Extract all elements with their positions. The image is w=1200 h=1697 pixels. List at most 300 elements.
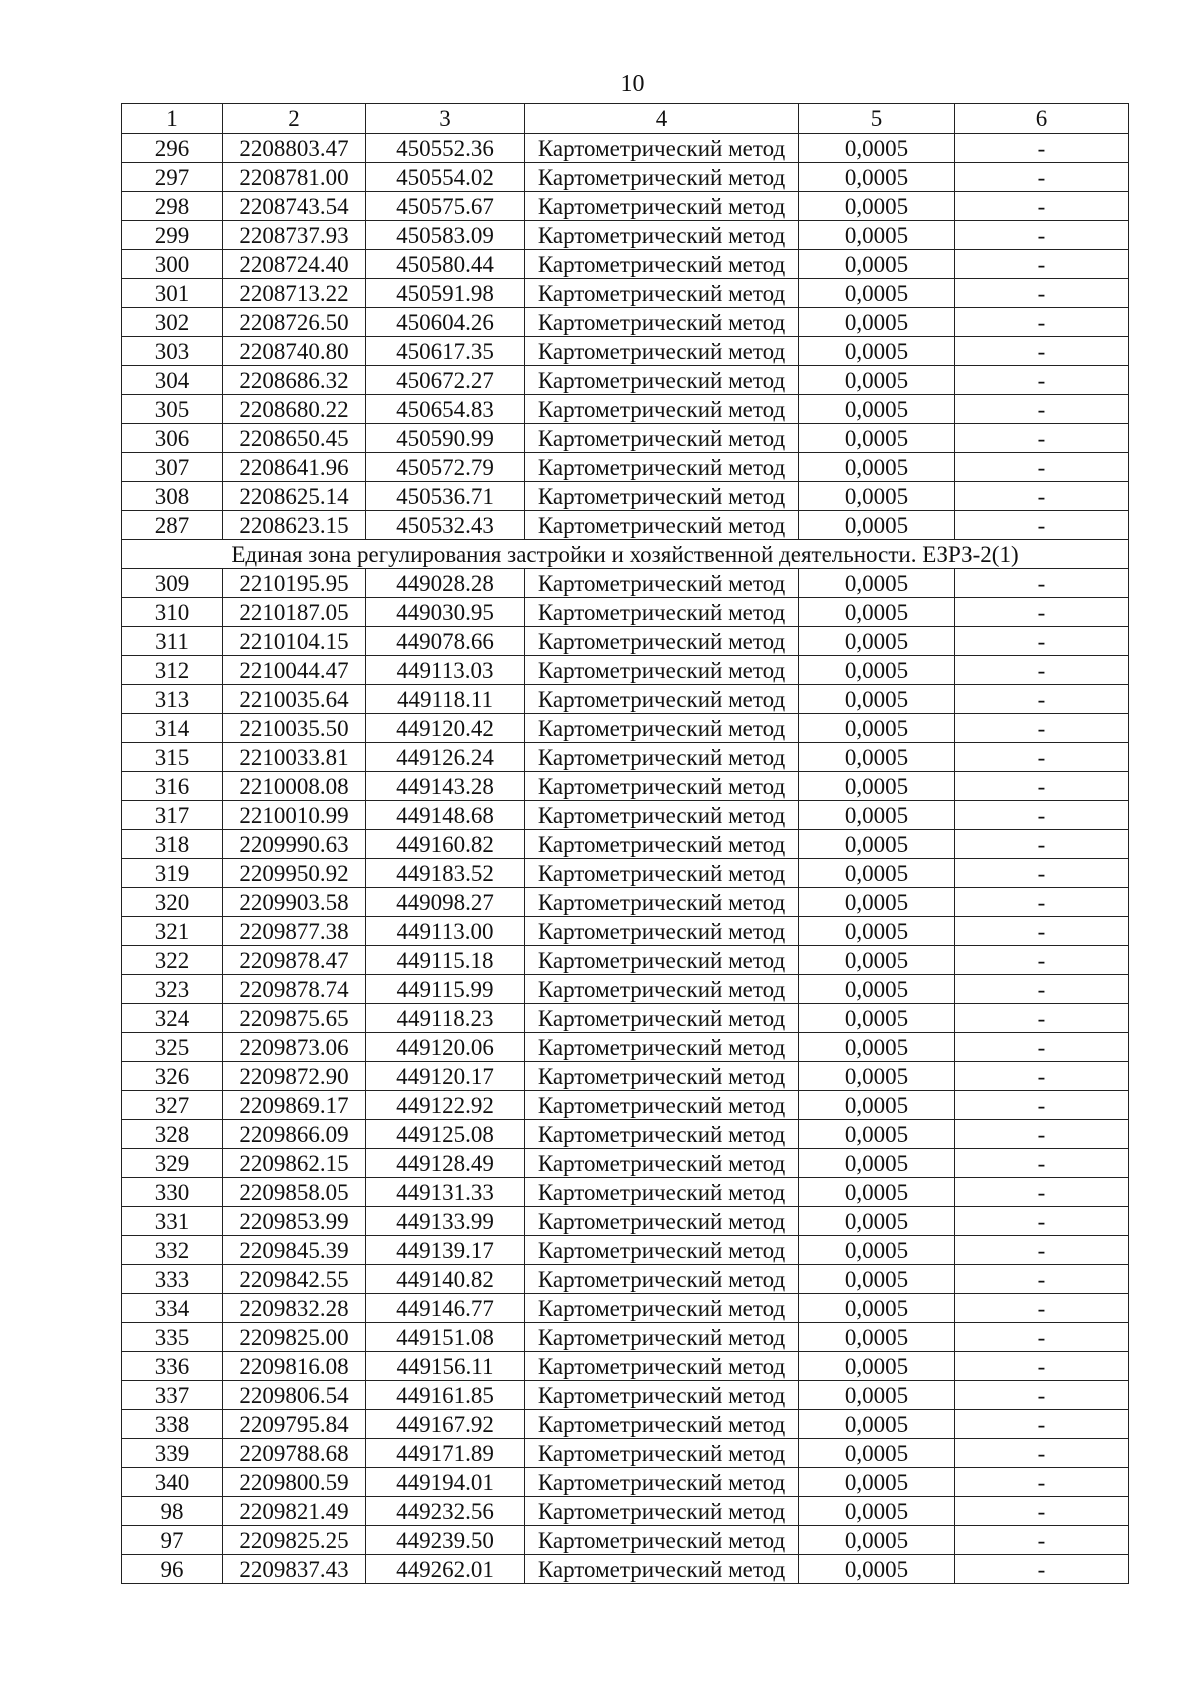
method-cell: Картометрический метод — [525, 743, 799, 772]
x-coordinate-cell: 2209877.38 — [223, 917, 366, 946]
point-number-cell: 304 — [122, 366, 223, 395]
x-coordinate-cell: 2208650.45 — [223, 424, 366, 453]
point-number-cell: 322 — [122, 946, 223, 975]
accuracy-cell: 0,0005 — [799, 801, 955, 830]
table-row — [122, 830, 1129, 859]
point-number-cell: 317 — [122, 801, 223, 830]
point-number-cell: 296 — [122, 134, 223, 163]
method-cell: Картометрический метод — [525, 395, 799, 424]
point-number-cell: 287 — [122, 511, 223, 540]
note-cell: - — [955, 279, 1129, 308]
accuracy-cell: 0,0005 — [799, 1439, 955, 1468]
x-coordinate-cell: 2209862.15 — [223, 1149, 366, 1178]
x-coordinate-cell: 2209950.92 — [223, 859, 366, 888]
table-body — [122, 134, 1129, 1584]
point-number-cell: 334 — [122, 1294, 223, 1323]
table-row — [122, 1004, 1129, 1033]
accuracy-cell: 0,0005 — [799, 1033, 955, 1062]
point-number-cell: 303 — [122, 337, 223, 366]
accuracy-cell: 0,0005 — [799, 685, 955, 714]
note-cell: - — [955, 627, 1129, 656]
x-coordinate-cell: 2208625.14 — [223, 482, 366, 511]
accuracy-cell: 0,0005 — [799, 1178, 955, 1207]
method-cell: Картометрический метод — [525, 482, 799, 511]
table-row — [122, 424, 1129, 453]
point-number-cell: 327 — [122, 1091, 223, 1120]
y-coordinate-cell: 450536.71 — [366, 482, 525, 511]
accuracy-cell: 0,0005 — [799, 1294, 955, 1323]
point-number-cell: 329 — [122, 1149, 223, 1178]
note-cell: - — [955, 656, 1129, 685]
accuracy-cell: 0,0005 — [799, 482, 955, 511]
y-coordinate-cell: 449194.01 — [366, 1468, 525, 1497]
point-number-cell: 307 — [122, 453, 223, 482]
table-row — [122, 163, 1129, 192]
note-cell: - — [955, 888, 1129, 917]
table-row — [122, 1265, 1129, 1294]
table-row — [122, 192, 1129, 221]
note-cell: - — [955, 453, 1129, 482]
y-coordinate-cell: 449151.08 — [366, 1323, 525, 1352]
accuracy-cell: 0,0005 — [799, 627, 955, 656]
table-row — [122, 308, 1129, 337]
x-coordinate-cell: 2209816.08 — [223, 1352, 366, 1381]
y-coordinate-cell: 449232.56 — [366, 1497, 525, 1526]
note-cell: - — [955, 1294, 1129, 1323]
y-coordinate-cell: 450554.02 — [366, 163, 525, 192]
point-number-cell: 315 — [122, 743, 223, 772]
note-cell: - — [955, 1352, 1129, 1381]
table-header-row — [122, 104, 1129, 134]
point-number-cell: 97 — [122, 1526, 223, 1555]
method-cell: Картометрический метод — [525, 714, 799, 743]
note-cell: - — [955, 830, 1129, 859]
point-number-cell: 316 — [122, 772, 223, 801]
table-row — [122, 395, 1129, 424]
method-cell: Картометрический метод — [525, 1497, 799, 1526]
column-header: 6 — [955, 104, 1129, 134]
note-cell: - — [955, 917, 1129, 946]
table-row — [122, 1207, 1129, 1236]
point-number-cell: 314 — [122, 714, 223, 743]
point-number-cell: 330 — [122, 1178, 223, 1207]
method-cell: Картометрический метод — [525, 685, 799, 714]
y-coordinate-cell: 449131.33 — [366, 1178, 525, 1207]
table-row — [122, 511, 1129, 540]
note-cell: - — [955, 250, 1129, 279]
accuracy-cell: 0,0005 — [799, 453, 955, 482]
note-cell: - — [955, 1265, 1129, 1294]
y-coordinate-cell: 449161.85 — [366, 1381, 525, 1410]
column-header: 2 — [223, 104, 366, 134]
point-number-cell: 301 — [122, 279, 223, 308]
point-number-cell: 313 — [122, 685, 223, 714]
table-row — [122, 627, 1129, 656]
x-coordinate-cell: 2210008.08 — [223, 772, 366, 801]
page-number: 10 — [620, 71, 645, 97]
point-number-cell: 306 — [122, 424, 223, 453]
point-number-cell: 328 — [122, 1120, 223, 1149]
point-number-cell: 309 — [122, 569, 223, 598]
y-coordinate-cell: 449113.03 — [366, 656, 525, 685]
x-coordinate-cell: 2209990.63 — [223, 830, 366, 859]
table-row — [122, 1149, 1129, 1178]
point-number-cell: 305 — [122, 395, 223, 424]
note-cell: - — [955, 1120, 1129, 1149]
x-coordinate-cell: 2209837.43 — [223, 1555, 366, 1584]
x-coordinate-cell: 2209842.55 — [223, 1265, 366, 1294]
method-cell: Картометрический метод — [525, 308, 799, 337]
method-cell: Картометрический метод — [525, 1149, 799, 1178]
table-row — [122, 366, 1129, 395]
x-coordinate-cell: 2209878.74 — [223, 975, 366, 1004]
point-number-cell: 335 — [122, 1323, 223, 1352]
note-cell: - — [955, 1381, 1129, 1410]
method-cell: Картометрический метод — [525, 337, 799, 366]
method-cell: Картометрический метод — [525, 627, 799, 656]
point-number-cell: 336 — [122, 1352, 223, 1381]
accuracy-cell: 0,0005 — [799, 192, 955, 221]
accuracy-cell: 0,0005 — [799, 1091, 955, 1120]
note-cell: - — [955, 192, 1129, 221]
accuracy-cell: 0,0005 — [799, 830, 955, 859]
y-coordinate-cell: 449156.11 — [366, 1352, 525, 1381]
method-cell: Картометрический метод — [525, 1526, 799, 1555]
accuracy-cell: 0,0005 — [799, 743, 955, 772]
x-coordinate-cell: 2208680.22 — [223, 395, 366, 424]
method-cell: Картометрический метод — [525, 192, 799, 221]
x-coordinate-cell: 2209858.05 — [223, 1178, 366, 1207]
method-cell: Картометрический метод — [525, 279, 799, 308]
y-coordinate-cell: 450583.09 — [366, 221, 525, 250]
point-number-cell: 333 — [122, 1265, 223, 1294]
note-cell: - — [955, 424, 1129, 453]
x-coordinate-cell: 2209788.68 — [223, 1439, 366, 1468]
accuracy-cell: 0,0005 — [799, 975, 955, 1004]
accuracy-cell: 0,0005 — [799, 163, 955, 192]
accuracy-cell: 0,0005 — [799, 1149, 955, 1178]
accuracy-cell: 0,0005 — [799, 714, 955, 743]
method-cell: Картометрический метод — [525, 1439, 799, 1468]
note-cell: - — [955, 1149, 1129, 1178]
table-row — [122, 221, 1129, 250]
table-row — [122, 743, 1129, 772]
y-coordinate-cell: 449030.95 — [366, 598, 525, 627]
table-row — [122, 279, 1129, 308]
method-cell: Картометрический метод — [525, 569, 799, 598]
method-cell: Картометрический метод — [525, 859, 799, 888]
table-row — [122, 1468, 1129, 1497]
x-coordinate-cell: 2209873.06 — [223, 1033, 366, 1062]
point-number-cell: 339 — [122, 1439, 223, 1468]
y-coordinate-cell: 449143.28 — [366, 772, 525, 801]
y-coordinate-cell: 449115.18 — [366, 946, 525, 975]
accuracy-cell: 0,0005 — [799, 366, 955, 395]
accuracy-cell: 0,0005 — [799, 424, 955, 453]
note-cell: - — [955, 1033, 1129, 1062]
note-cell: - — [955, 1207, 1129, 1236]
y-coordinate-cell: 449125.08 — [366, 1120, 525, 1149]
table-row — [122, 1294, 1129, 1323]
point-number-cell: 331 — [122, 1207, 223, 1236]
point-number-cell: 323 — [122, 975, 223, 1004]
y-coordinate-cell: 450575.67 — [366, 192, 525, 221]
table-row — [122, 1381, 1129, 1410]
y-coordinate-cell: 449120.42 — [366, 714, 525, 743]
point-number-cell: 324 — [122, 1004, 223, 1033]
method-cell: Картометрический метод — [525, 1062, 799, 1091]
note-cell: - — [955, 1439, 1129, 1468]
accuracy-cell: 0,0005 — [799, 250, 955, 279]
accuracy-cell: 0,0005 — [799, 1497, 955, 1526]
y-coordinate-cell: 450604.26 — [366, 308, 525, 337]
method-cell: Картометрический метод — [525, 366, 799, 395]
x-coordinate-cell: 2210195.95 — [223, 569, 366, 598]
note-cell: - — [955, 482, 1129, 511]
x-coordinate-cell: 2209866.09 — [223, 1120, 366, 1149]
accuracy-cell: 0,0005 — [799, 1004, 955, 1033]
point-number-cell: 311 — [122, 627, 223, 656]
accuracy-cell: 0,0005 — [799, 1323, 955, 1352]
table-row — [122, 1091, 1129, 1120]
x-coordinate-cell: 2210187.05 — [223, 598, 366, 627]
table-row — [122, 1439, 1129, 1468]
point-number-cell: 299 — [122, 221, 223, 250]
note-cell: - — [955, 163, 1129, 192]
x-coordinate-cell: 2208740.80 — [223, 337, 366, 366]
note-cell: - — [955, 1091, 1129, 1120]
x-coordinate-cell: 2209832.28 — [223, 1294, 366, 1323]
point-number-cell: 321 — [122, 917, 223, 946]
table-row — [122, 1062, 1129, 1091]
table-row — [122, 1323, 1129, 1352]
y-coordinate-cell: 449118.11 — [366, 685, 525, 714]
x-coordinate-cell: 2208803.47 — [223, 134, 366, 163]
point-number-cell: 297 — [122, 163, 223, 192]
table-row — [122, 598, 1129, 627]
accuracy-cell: 0,0005 — [799, 598, 955, 627]
x-coordinate-cell: 2208686.32 — [223, 366, 366, 395]
column-header: 3 — [366, 104, 525, 134]
x-coordinate-cell: 2208726.50 — [223, 308, 366, 337]
table-row — [122, 685, 1129, 714]
table-row — [122, 656, 1129, 685]
y-coordinate-cell: 449128.49 — [366, 1149, 525, 1178]
note-cell: - — [955, 801, 1129, 830]
table-row — [122, 250, 1129, 279]
table-row — [122, 917, 1129, 946]
y-coordinate-cell: 449122.92 — [366, 1091, 525, 1120]
table-row — [122, 1526, 1129, 1555]
x-coordinate-cell: 2210035.64 — [223, 685, 366, 714]
accuracy-cell: 0,0005 — [799, 946, 955, 975]
note-cell: - — [955, 975, 1129, 1004]
note-cell: - — [955, 1062, 1129, 1091]
table-row — [122, 453, 1129, 482]
accuracy-cell: 0,0005 — [799, 1352, 955, 1381]
x-coordinate-cell: 2209903.58 — [223, 888, 366, 917]
accuracy-cell: 0,0005 — [799, 1265, 955, 1294]
note-cell: - — [955, 772, 1129, 801]
method-cell: Картометрический метод — [525, 250, 799, 279]
point-number-cell: 300 — [122, 250, 223, 279]
point-number-cell: 326 — [122, 1062, 223, 1091]
method-cell: Картометрический метод — [525, 1381, 799, 1410]
method-cell: Картометрический метод — [525, 772, 799, 801]
point-number-cell: 96 — [122, 1555, 223, 1584]
method-cell: Картометрический метод — [525, 511, 799, 540]
accuracy-cell: 0,0005 — [799, 395, 955, 424]
point-number-cell: 337 — [122, 1381, 223, 1410]
y-coordinate-cell: 450580.44 — [366, 250, 525, 279]
note-cell: - — [955, 366, 1129, 395]
x-coordinate-cell: 2208743.54 — [223, 192, 366, 221]
method-cell: Картометрический метод — [525, 917, 799, 946]
y-coordinate-cell: 450552.36 — [366, 134, 525, 163]
table-row — [122, 482, 1129, 511]
x-coordinate-cell: 2208713.22 — [223, 279, 366, 308]
method-cell: Картометрический метод — [525, 1555, 799, 1584]
note-cell: - — [955, 337, 1129, 366]
note-cell: - — [955, 946, 1129, 975]
note-cell: - — [955, 1410, 1129, 1439]
column-header: 4 — [525, 104, 799, 134]
method-cell: Картометрический метод — [525, 1004, 799, 1033]
note-cell: - — [955, 1555, 1129, 1584]
method-cell: Картометрический метод — [525, 453, 799, 482]
accuracy-cell: 0,0005 — [799, 1236, 955, 1265]
method-cell: Картометрический метод — [525, 221, 799, 250]
y-coordinate-cell: 450532.43 — [366, 511, 525, 540]
accuracy-cell: 0,0005 — [799, 888, 955, 917]
method-cell: Картометрический метод — [525, 1091, 799, 1120]
note-cell: - — [955, 1323, 1129, 1352]
method-cell: Картометрический метод — [525, 1468, 799, 1497]
accuracy-cell: 0,0005 — [799, 1120, 955, 1149]
y-coordinate-cell: 449120.06 — [366, 1033, 525, 1062]
x-coordinate-cell: 2208641.96 — [223, 453, 366, 482]
method-cell: Картометрический метод — [525, 656, 799, 685]
point-number-cell: 340 — [122, 1468, 223, 1497]
note-cell: - — [955, 511, 1129, 540]
x-coordinate-cell: 2209825.25 — [223, 1526, 366, 1555]
accuracy-cell: 0,0005 — [799, 308, 955, 337]
table-row — [122, 569, 1129, 598]
y-coordinate-cell: 450617.35 — [366, 337, 525, 366]
method-cell: Картометрический метод — [525, 1120, 799, 1149]
point-number-cell: 320 — [122, 888, 223, 917]
method-cell: Картометрический метод — [525, 946, 799, 975]
method-cell: Картометрический метод — [525, 830, 799, 859]
accuracy-cell: 0,0005 — [799, 221, 955, 250]
method-cell: Картометрический метод — [525, 975, 799, 1004]
x-coordinate-cell: 2209806.54 — [223, 1381, 366, 1410]
note-cell: - — [955, 1468, 1129, 1497]
point-number-cell: 318 — [122, 830, 223, 859]
x-coordinate-cell: 2208623.15 — [223, 511, 366, 540]
table-row — [122, 946, 1129, 975]
x-coordinate-cell: 2208737.93 — [223, 221, 366, 250]
note-cell: - — [955, 1497, 1129, 1526]
x-coordinate-cell: 2209853.99 — [223, 1207, 366, 1236]
x-coordinate-cell: 2209845.39 — [223, 1236, 366, 1265]
point-number-cell: 312 — [122, 656, 223, 685]
note-cell: - — [955, 685, 1129, 714]
x-coordinate-cell: 2210035.50 — [223, 714, 366, 743]
x-coordinate-cell: 2209869.17 — [223, 1091, 366, 1120]
table-row — [122, 714, 1129, 743]
coordinates-table — [121, 103, 1129, 1584]
note-cell: - — [955, 221, 1129, 250]
note-cell: - — [955, 569, 1129, 598]
x-coordinate-cell: 2209821.49 — [223, 1497, 366, 1526]
method-cell: Картометрический метод — [525, 163, 799, 192]
table-row — [122, 1497, 1129, 1526]
section-header-row — [122, 540, 1129, 569]
method-cell: Картометрический метод — [525, 1352, 799, 1381]
y-coordinate-cell: 450590.99 — [366, 424, 525, 453]
x-coordinate-cell: 2210010.99 — [223, 801, 366, 830]
accuracy-cell: 0,0005 — [799, 1381, 955, 1410]
method-cell: Картометрический метод — [525, 1265, 799, 1294]
table-row — [122, 772, 1129, 801]
accuracy-cell: 0,0005 — [799, 1207, 955, 1236]
y-coordinate-cell: 449148.68 — [366, 801, 525, 830]
method-cell: Картометрический метод — [525, 1207, 799, 1236]
note-cell: - — [955, 859, 1129, 888]
x-coordinate-cell: 2209795.84 — [223, 1410, 366, 1439]
point-number-cell: 98 — [122, 1497, 223, 1526]
table-row — [122, 888, 1129, 917]
y-coordinate-cell: 449078.66 — [366, 627, 525, 656]
method-cell: Картометрический метод — [525, 1294, 799, 1323]
y-coordinate-cell: 449126.24 — [366, 743, 525, 772]
table-row — [122, 859, 1129, 888]
y-coordinate-cell: 449262.01 — [366, 1555, 525, 1584]
x-coordinate-cell: 2210033.81 — [223, 743, 366, 772]
x-coordinate-cell: 2209800.59 — [223, 1468, 366, 1497]
y-coordinate-cell: 449113.00 — [366, 917, 525, 946]
table-row — [122, 1410, 1129, 1439]
accuracy-cell: 0,0005 — [799, 772, 955, 801]
method-cell: Картометрический метод — [525, 598, 799, 627]
y-coordinate-cell: 449140.82 — [366, 1265, 525, 1294]
accuracy-cell: 0,0005 — [799, 656, 955, 685]
note-cell: - — [955, 308, 1129, 337]
table-row — [122, 1120, 1129, 1149]
accuracy-cell: 0,0005 — [799, 859, 955, 888]
x-coordinate-cell: 2209872.90 — [223, 1062, 366, 1091]
accuracy-cell: 0,0005 — [799, 1468, 955, 1497]
accuracy-cell: 0,0005 — [799, 134, 955, 163]
y-coordinate-cell: 449183.52 — [366, 859, 525, 888]
accuracy-cell: 0,0005 — [799, 511, 955, 540]
accuracy-cell: 0,0005 — [799, 1555, 955, 1584]
accuracy-cell: 0,0005 — [799, 1410, 955, 1439]
accuracy-cell: 0,0005 — [799, 279, 955, 308]
point-number-cell: 308 — [122, 482, 223, 511]
method-cell: Картометрический метод — [525, 1410, 799, 1439]
note-cell: - — [955, 598, 1129, 627]
point-number-cell: 338 — [122, 1410, 223, 1439]
y-coordinate-cell: 449133.99 — [366, 1207, 525, 1236]
y-coordinate-cell: 449115.99 — [366, 975, 525, 1004]
y-coordinate-cell: 449118.23 — [366, 1004, 525, 1033]
x-coordinate-cell: 2209878.47 — [223, 946, 366, 975]
y-coordinate-cell: 449120.17 — [366, 1062, 525, 1091]
x-coordinate-cell: 2208724.40 — [223, 250, 366, 279]
y-coordinate-cell: 449098.27 — [366, 888, 525, 917]
